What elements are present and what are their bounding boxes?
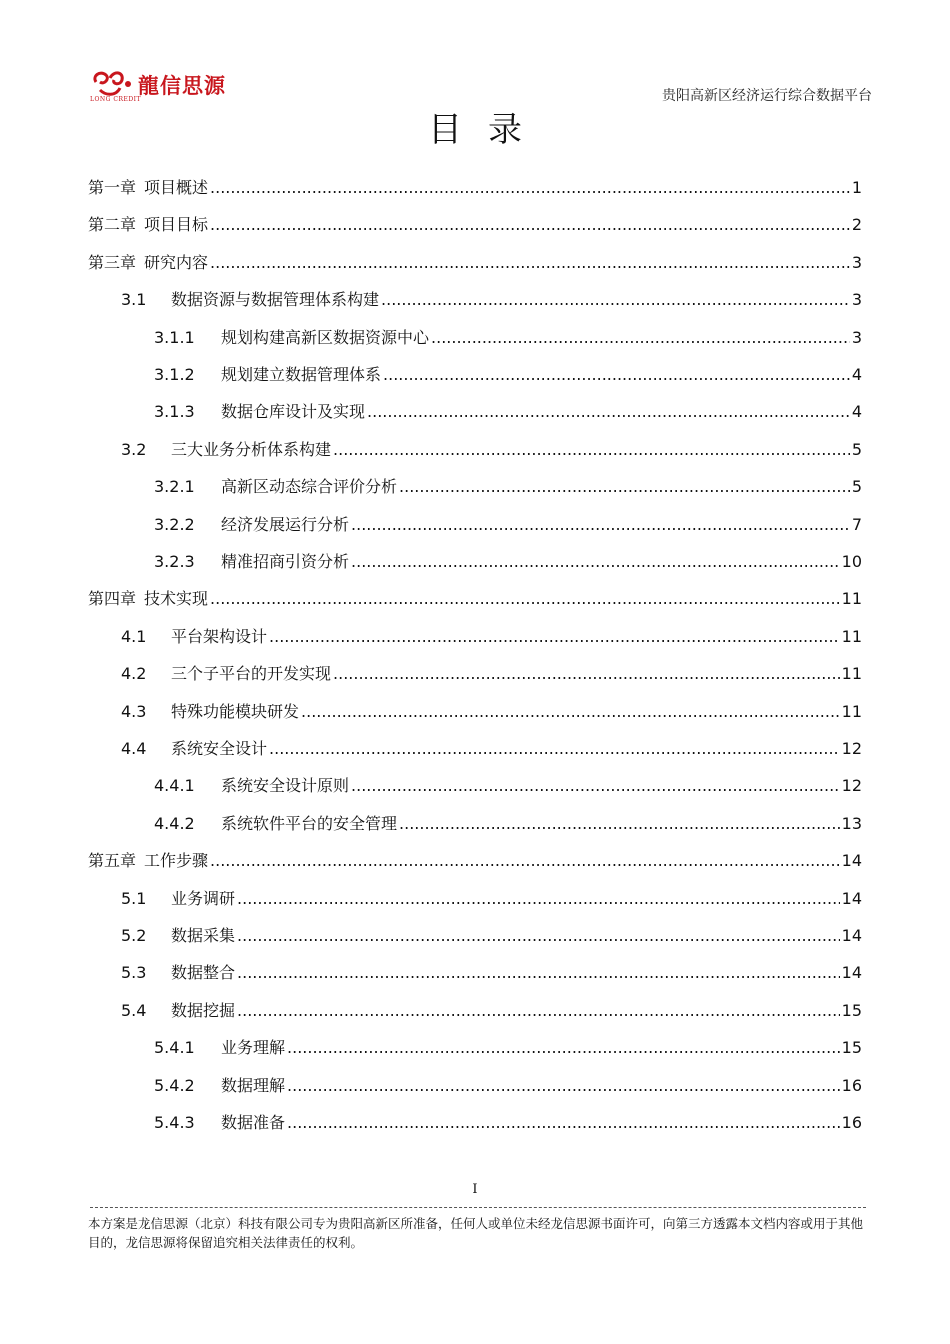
toc-entry-title: 系统安全设计原则	[221, 776, 350, 796]
toc-leader-dots	[210, 213, 850, 237]
toc-entry-title: 业务调研	[171, 888, 236, 908]
toc-entry-title: 系统安全设计	[171, 739, 268, 758]
toc-entry-title: 数据理解	[221, 1075, 286, 1095]
company-logo	[90, 66, 250, 106]
toc-entry[interactable]	[88, 213, 862, 237]
toc-entry-title: 数据仓库设计及实现	[221, 402, 366, 422]
toc-entry-number: 3.2.2	[154, 514, 195, 534]
toc-entry-page: 11	[841, 626, 862, 646]
toc-entry-page: 11	[841, 589, 862, 609]
toc-entry-number: 第二章	[88, 215, 137, 235]
toc-leader-dots	[351, 513, 850, 537]
toc-leader-dots	[287, 1036, 840, 1060]
toc-leader-dots	[381, 288, 850, 312]
toc-entry-page: 16	[841, 1113, 862, 1132]
toc-entry[interactable]	[88, 251, 862, 275]
toc-entry-page: 15	[841, 1000, 862, 1020]
toc-entry[interactable]	[154, 1111, 862, 1135]
toc-entry[interactable]	[121, 438, 862, 462]
toc-entry-number: 4.1	[121, 626, 147, 646]
toc-leader-dots	[237, 924, 840, 948]
toc-entry-number: 5.4.1	[154, 1038, 195, 1058]
toc-entry[interactable]	[154, 363, 862, 387]
toc-entry-page: 15	[841, 1038, 862, 1058]
toc-entry-number: 4.4.1	[154, 776, 195, 796]
toc-entry-page: 5	[851, 477, 862, 497]
toc-entry[interactable]	[121, 625, 862, 649]
toc-entry-number: 3.1	[121, 290, 147, 310]
toc-entry[interactable]	[121, 961, 862, 985]
toc-entry-number: 3.1.1	[154, 327, 195, 347]
toc-entry[interactable]	[121, 887, 862, 911]
toc-entry-title: 平台架构设计	[171, 626, 268, 646]
toc-entry-number: 3.1.3	[154, 402, 195, 422]
toc-entry-number: 第四章	[88, 589, 137, 609]
toc-entry-number: 5.4.2	[154, 1075, 195, 1095]
toc-entry-title: 工作步骤	[144, 851, 209, 871]
toc-entry-page: 3	[851, 290, 862, 310]
toc-entry-title: 系统软件平台的安全管理	[221, 813, 398, 833]
toc-leader-dots	[383, 363, 850, 387]
toc-entry-title: 数据整合	[171, 963, 236, 983]
toc-leader-dots	[287, 1074, 840, 1098]
toc-entry-page: 14	[841, 963, 862, 983]
toc-entry[interactable]	[121, 700, 862, 724]
toc-entry[interactable]	[121, 924, 862, 948]
toc-entry-page: 4	[851, 365, 862, 384]
toc-leader-dots	[333, 438, 850, 462]
toc-entry-page: 14	[841, 851, 862, 871]
toc-entry-page: 1	[851, 178, 862, 197]
toc-leader-dots	[269, 625, 840, 649]
toc-leader-dots	[301, 700, 840, 724]
toc-entry-page: 7	[851, 514, 862, 534]
toc-entry-number: 第一章	[88, 178, 137, 197]
toc-entry-title: 规划构建高新区数据资源中心	[221, 327, 430, 347]
toc-entry-title: 数据资源与数据管理体系构建	[171, 290, 380, 310]
logo-text: 龍信思源	[138, 74, 226, 98]
toc-entry-title: 三个子平台的开发实现	[171, 664, 332, 684]
logo-subtext: LONG CREDIT	[90, 96, 142, 103]
toc-entry-title: 数据采集	[171, 926, 236, 945]
toc-entry-title: 项目目标	[144, 215, 209, 235]
toc-entry[interactable]	[88, 849, 862, 873]
toc-entry-page: 2	[851, 215, 862, 235]
toc-entry[interactable]	[88, 587, 862, 611]
toc-entry-title: 数据挖掘	[171, 1000, 236, 1020]
toc-leader-dots	[210, 849, 840, 873]
toc-entry-page: 3	[851, 252, 862, 272]
toc-entry-title: 三大业务分析体系构建	[171, 439, 332, 459]
toc-leader-dots	[210, 176, 850, 200]
toc-entry-title: 研究内容	[144, 252, 209, 272]
toc-entry-title: 精准招商引资分析	[221, 552, 350, 571]
toc-entry-number: 5.4.3	[154, 1113, 195, 1132]
toc-leader-dots	[237, 999, 840, 1023]
footer-divider	[90, 1207, 866, 1208]
toc-entry-page: 5	[851, 439, 862, 459]
toc-entry-title: 数据准备	[221, 1113, 286, 1132]
toc-leader-dots	[333, 662, 840, 686]
toc-entry-title: 业务理解	[221, 1038, 286, 1058]
toc-entry-page: 16	[841, 1075, 862, 1095]
toc-leader-dots	[367, 400, 850, 424]
toc-leader-dots	[399, 812, 840, 836]
toc-leader-dots	[237, 887, 840, 911]
toc-entry-title: 规划建立数据管理体系	[221, 365, 382, 384]
toc-entry[interactable]	[154, 812, 862, 836]
toc-entry-number: 3.2.3	[154, 552, 195, 571]
toc-entry-page: 4	[851, 402, 862, 422]
toc-entry-page: 3	[851, 327, 862, 347]
toc-entry-page: 13	[841, 813, 862, 833]
toc-entry-number: 5.2	[121, 926, 147, 945]
toc-entry[interactable]	[154, 550, 862, 574]
toc-entry-number: 5.4	[121, 1000, 147, 1020]
toc-entry[interactable]	[121, 999, 862, 1023]
toc-entry-number: 4.4	[121, 739, 147, 758]
toc-entry-page: 11	[841, 664, 862, 684]
toc-entry[interactable]	[121, 662, 862, 686]
toc-entry[interactable]	[154, 475, 862, 499]
toc-entry-number: 3.1.2	[154, 365, 195, 384]
toc-entry-title: 技术实现	[144, 589, 209, 609]
toc-entry-number: 3.2.1	[154, 477, 195, 497]
toc-entry-number: 4.3	[121, 701, 147, 721]
toc-entry-page: 12	[841, 776, 862, 796]
toc-entry-number: 5.1	[121, 888, 147, 908]
logo-mark-icon	[90, 68, 134, 98]
toc-entry-number: 第五章	[88, 851, 137, 871]
toc-entry[interactable]	[154, 1074, 862, 1098]
toc-leader-dots	[399, 475, 850, 499]
toc-leader-dots	[431, 326, 850, 350]
toc-leader-dots	[210, 251, 850, 275]
toc-entry-number: 4.2	[121, 664, 147, 684]
toc-leader-dots	[351, 550, 840, 574]
toc-entry-number: 3.2	[121, 439, 147, 459]
toc-entry-page: 12	[841, 739, 862, 758]
toc-entry[interactable]	[88, 176, 862, 200]
toc-entry-page: 11	[841, 701, 862, 721]
footer-disclaimer: 本方案是龙信思源（北京）科技有限公司专为贵阳高新区所准备，任何人或单位未经龙信思源书面许可，向第三方透露本文档内容或用于其他目的，龙信思源将保留追究相关法律责任的权利。	[88, 1216, 864, 1250]
toc-entry-title: 经济发展运行分析	[221, 514, 350, 534]
toc-entry-title: 特殊功能模块研发	[171, 701, 300, 721]
toc-entry[interactable]	[154, 513, 862, 537]
toc-entry-number: 第三章	[88, 252, 137, 272]
toc-entry[interactable]	[154, 774, 862, 798]
toc-entry-page: 14	[841, 926, 862, 945]
document-header-title: 贵阳高新区经济运行综合数据平台	[662, 88, 872, 104]
toc-entry[interactable]	[121, 737, 862, 761]
toc-entry-title: 项目概述	[144, 178, 209, 197]
toc-leader-dots	[287, 1111, 840, 1135]
toc-entry-title: 高新区动态综合评价分析	[221, 477, 398, 497]
toc-entry[interactable]	[154, 400, 862, 424]
toc-entry-number: 4.4.2	[154, 813, 195, 833]
page-number: I	[472, 1182, 478, 1197]
toc-entry-number: 5.3	[121, 963, 147, 983]
toc-entry-page: 14	[841, 888, 862, 908]
toc-title: 目录	[428, 110, 548, 150]
toc-entry-page: 10	[841, 552, 862, 571]
toc-leader-dots	[210, 587, 840, 611]
toc-entry[interactable]	[121, 288, 862, 312]
toc-leader-dots	[269, 737, 840, 761]
toc-entry[interactable]	[154, 1036, 862, 1060]
toc-entry[interactable]	[154, 326, 862, 350]
toc-leader-dots	[351, 774, 840, 798]
toc-leader-dots	[237, 961, 840, 985]
